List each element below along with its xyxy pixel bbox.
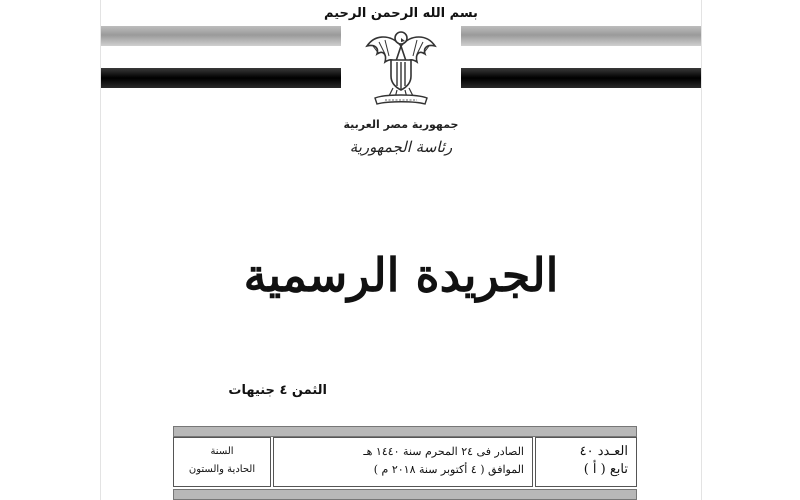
- flag-stripe-gray-left: [101, 26, 341, 46]
- issue-number-cell: [535, 437, 637, 487]
- gazette-title: الجريدة الرسمية: [243, 248, 559, 302]
- top-divider-bar: [173, 426, 637, 437]
- issue-number: العـدد ٤٠: [579, 444, 628, 459]
- issue-date-cell: [273, 437, 533, 487]
- year-cell: [173, 437, 271, 487]
- flag-stripe-black-left: [101, 68, 341, 88]
- gazette-cover-page: [100, 0, 702, 500]
- year-label: السنة: [210, 446, 234, 457]
- basmala-text: بسم الله الرحمن الرحيم: [324, 6, 478, 21]
- issue-date-hijri: الصادر فى ٢٤ المحرم سنة ١٤٤٠ هـ: [363, 445, 524, 458]
- price-label: الثمن ٤ جنيهات: [228, 383, 327, 398]
- eagle-emblem-icon: [361, 24, 441, 110]
- presidency-name: رئاسة الجمهورية: [349, 138, 453, 156]
- republic-name: جمهورية مصر العربية: [343, 118, 459, 131]
- issue-date-gregorian: الموافق ( ٤ أكتوبر سنة ٢٠١٨ م ): [373, 463, 524, 476]
- issue-supplement: تابع ( أ ): [583, 462, 628, 477]
- year-value: الحادية والستون: [188, 464, 256, 475]
- flag-stripe-black-right: [461, 68, 701, 88]
- flag-stripe-gray-right: [461, 26, 701, 46]
- bottom-divider-bar: [173, 489, 637, 500]
- issue-info-box: [173, 437, 637, 487]
